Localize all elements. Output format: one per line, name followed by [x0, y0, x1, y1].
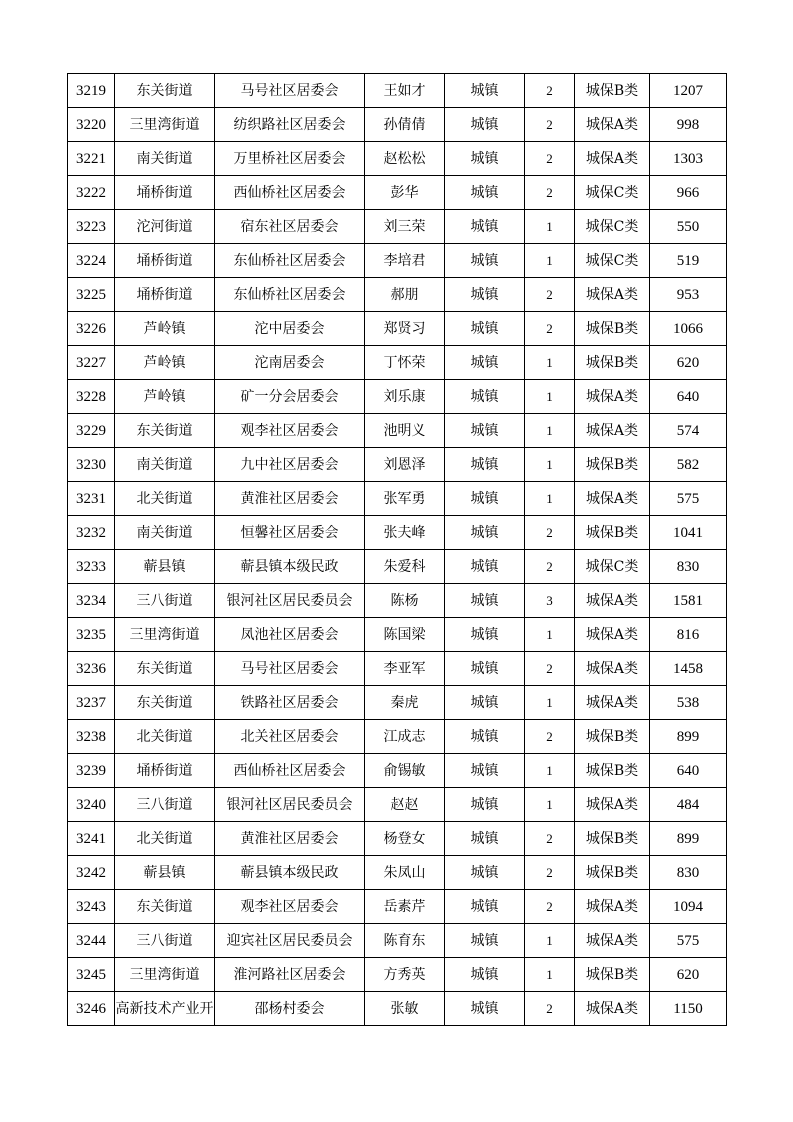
record-number-cell: 3246: [68, 992, 115, 1026]
aid-category-cell: 城保A类: [575, 414, 650, 448]
aid-category-cell: 城保B类: [575, 448, 650, 482]
recipient-name-cell: 彭华: [365, 176, 445, 210]
recipient-name-cell: 朱凤山: [365, 856, 445, 890]
household-size-cell: 2: [525, 142, 575, 176]
record-number-cell: 3236: [68, 652, 115, 686]
table-row: [68, 550, 727, 584]
committee-cell: 凤池社区居委会: [215, 618, 365, 652]
street-office-cell: 东关街道: [115, 414, 215, 448]
aid-category-cell: 城保B类: [575, 346, 650, 380]
table-row: [68, 788, 727, 822]
recipient-name-cell: 张敏: [365, 992, 445, 1026]
aid-category-cell: 城保B类: [575, 720, 650, 754]
household-type-cell: 城镇: [445, 584, 525, 618]
table-row: [68, 312, 727, 346]
recipient-name-cell: 陈国梁: [365, 618, 445, 652]
committee-cell: 沱南居委会: [215, 346, 365, 380]
recipient-name-cell: 张夫峰: [365, 516, 445, 550]
committee-cell: 蕲县镇本级民政: [215, 550, 365, 584]
recipient-name-cell: 刘三荣: [365, 210, 445, 244]
aid-category-cell: 城保A类: [575, 278, 650, 312]
household-type-cell: 城镇: [445, 346, 525, 380]
benefit-amount-cell: 899: [650, 720, 727, 754]
household-size-cell: 1: [525, 346, 575, 380]
household-size-cell: 1: [525, 618, 575, 652]
table-row: [68, 754, 727, 788]
street-office-cell: 东关街道: [115, 652, 215, 686]
household-size-cell: 2: [525, 822, 575, 856]
record-number-cell: 3235: [68, 618, 115, 652]
household-type-cell: 城镇: [445, 992, 525, 1026]
street-office-cell: 埇桥街道: [115, 244, 215, 278]
household-size-cell: 2: [525, 312, 575, 346]
household-size-cell: 2: [525, 992, 575, 1026]
street-office-cell: 埇桥街道: [115, 278, 215, 312]
committee-cell: 马号社区居委会: [215, 652, 365, 686]
street-office-cell: 南关街道: [115, 516, 215, 550]
household-type-cell: 城镇: [445, 414, 525, 448]
household-type-cell: 城镇: [445, 108, 525, 142]
committee-cell: 银河社区居民委员会: [215, 788, 365, 822]
record-number-cell: 3219: [68, 74, 115, 108]
committee-cell: 纺织路社区居委会: [215, 108, 365, 142]
household-size-cell: 1: [525, 754, 575, 788]
benefit-amount-cell: 1303: [650, 142, 727, 176]
table-row: [68, 584, 727, 618]
committee-cell: 蕲县镇本级民政: [215, 856, 365, 890]
benefit-amount-cell: 519: [650, 244, 727, 278]
record-number-cell: 3226: [68, 312, 115, 346]
table-row: [68, 448, 727, 482]
benefit-amount-cell: 998: [650, 108, 727, 142]
aid-category-cell: 城保A类: [575, 142, 650, 176]
recipient-name-cell: 丁怀荣: [365, 346, 445, 380]
recipient-name-cell: 朱爱科: [365, 550, 445, 584]
table-row: [68, 924, 727, 958]
household-type-cell: 城镇: [445, 652, 525, 686]
household-size-cell: 1: [525, 380, 575, 414]
committee-cell: 邵杨村委会: [215, 992, 365, 1026]
household-size-cell: 2: [525, 890, 575, 924]
household-size-cell: 1: [525, 686, 575, 720]
benefit-amount-cell: 1094: [650, 890, 727, 924]
household-type-cell: 城镇: [445, 890, 525, 924]
benefit-amount-cell: 575: [650, 924, 727, 958]
table-row: [68, 346, 727, 380]
benefit-amount-cell: 1150: [650, 992, 727, 1026]
benefit-amount-cell: 1066: [650, 312, 727, 346]
table-row: [68, 380, 727, 414]
street-office-cell: 东关街道: [115, 74, 215, 108]
street-office-cell: 三里湾街道: [115, 108, 215, 142]
record-number-cell: 3238: [68, 720, 115, 754]
recipient-name-cell: 杨登女: [365, 822, 445, 856]
recipient-name-cell: 张军勇: [365, 482, 445, 516]
aid-category-cell: 城保A类: [575, 924, 650, 958]
record-number-cell: 3244: [68, 924, 115, 958]
aid-category-cell: 城保A类: [575, 380, 650, 414]
record-number-cell: 3237: [68, 686, 115, 720]
street-office-cell: 三里湾街道: [115, 958, 215, 992]
household-type-cell: 城镇: [445, 74, 525, 108]
recipient-name-cell: 池明义: [365, 414, 445, 448]
household-size-cell: 1: [525, 448, 575, 482]
record-number-cell: 3239: [68, 754, 115, 788]
aid-category-cell: 城保A类: [575, 108, 650, 142]
benefit-amount-cell: 484: [650, 788, 727, 822]
table-row: [68, 652, 727, 686]
recipient-name-cell: 江成志: [365, 720, 445, 754]
benefit-amount-cell: 550: [650, 210, 727, 244]
household-type-cell: 城镇: [445, 550, 525, 584]
committee-cell: 东仙桥社区居委会: [215, 278, 365, 312]
household-type-cell: 城镇: [445, 176, 525, 210]
benefit-amount-cell: 816: [650, 618, 727, 652]
street-office-cell: 埇桥街道: [115, 754, 215, 788]
table-row: [68, 278, 727, 312]
record-number-cell: 3227: [68, 346, 115, 380]
table-row: [68, 176, 727, 210]
street-office-cell: 东关街道: [115, 890, 215, 924]
committee-cell: 沱中居委会: [215, 312, 365, 346]
record-number-cell: 3229: [68, 414, 115, 448]
committee-cell: 东仙桥社区居委会: [215, 244, 365, 278]
benefit-amount-cell: 620: [650, 958, 727, 992]
household-size-cell: 1: [525, 210, 575, 244]
household-size-cell: 2: [525, 550, 575, 584]
household-type-cell: 城镇: [445, 720, 525, 754]
household-type-cell: 城镇: [445, 924, 525, 958]
benefit-amount-cell: 640: [650, 754, 727, 788]
street-office-cell: 蕲县镇: [115, 550, 215, 584]
household-type-cell: 城镇: [445, 210, 525, 244]
household-size-cell: 2: [525, 108, 575, 142]
household-type-cell: 城镇: [445, 312, 525, 346]
household-type-cell: 城镇: [445, 618, 525, 652]
benefit-amount-cell: 953: [650, 278, 727, 312]
street-office-cell: 南关街道: [115, 448, 215, 482]
aid-category-cell: 城保C类: [575, 176, 650, 210]
record-number-cell: 3228: [68, 380, 115, 414]
record-number-cell: 3241: [68, 822, 115, 856]
household-size-cell: 1: [525, 788, 575, 822]
recipient-name-cell: 李亚军: [365, 652, 445, 686]
benefit-amount-cell: 1041: [650, 516, 727, 550]
table-row: [68, 686, 727, 720]
table-row: [68, 108, 727, 142]
household-size-cell: 2: [525, 652, 575, 686]
recipient-name-cell: 俞锡敏: [365, 754, 445, 788]
benefit-amount-cell: 582: [650, 448, 727, 482]
table-row: [68, 958, 727, 992]
household-type-cell: 城镇: [445, 380, 525, 414]
aid-category-cell: 城保C类: [575, 210, 650, 244]
record-number-cell: 3225: [68, 278, 115, 312]
household-type-cell: 城镇: [445, 856, 525, 890]
aid-category-cell: 城保B类: [575, 312, 650, 346]
street-office-cell: 南关街道: [115, 142, 215, 176]
recipient-name-cell: 郑贤习: [365, 312, 445, 346]
street-office-cell: 沱河街道: [115, 210, 215, 244]
recipient-name-cell: 郝朋: [365, 278, 445, 312]
committee-cell: 九中社区居委会: [215, 448, 365, 482]
street-office-cell: 三八街道: [115, 584, 215, 618]
recipient-name-cell: 陈杨: [365, 584, 445, 618]
benefit-amount-cell: 1207: [650, 74, 727, 108]
committee-cell: 恒馨社区居委会: [215, 516, 365, 550]
aid-category-cell: 城保A类: [575, 584, 650, 618]
aid-category-cell: 城保C类: [575, 244, 650, 278]
committee-cell: 西仙桥社区居委会: [215, 176, 365, 210]
committee-cell: 西仙桥社区居委会: [215, 754, 365, 788]
committee-cell: 观李社区居委会: [215, 890, 365, 924]
street-office-cell: 芦岭镇: [115, 312, 215, 346]
record-number-cell: 3245: [68, 958, 115, 992]
table-row: [68, 720, 727, 754]
aid-category-cell: 城保B类: [575, 516, 650, 550]
aid-category-cell: 城保B类: [575, 754, 650, 788]
table-row: [68, 822, 727, 856]
aid-category-cell: 城保A类: [575, 482, 650, 516]
household-size-cell: 1: [525, 414, 575, 448]
benefit-amount-cell: 640: [650, 380, 727, 414]
table-row: [68, 142, 727, 176]
household-size-cell: 1: [525, 244, 575, 278]
recipient-name-cell: 刘乐康: [365, 380, 445, 414]
committee-cell: 北关社区居委会: [215, 720, 365, 754]
benefit-amount-cell: 966: [650, 176, 727, 210]
benefit-amount-cell: 620: [650, 346, 727, 380]
table-row: [68, 244, 727, 278]
benefit-amount-cell: 575: [650, 482, 727, 516]
committee-cell: 观李社区居委会: [215, 414, 365, 448]
street-office-cell: 三八街道: [115, 788, 215, 822]
recipient-name-cell: 秦虎: [365, 686, 445, 720]
street-office-cell: 北关街道: [115, 720, 215, 754]
recipient-name-cell: 赵赵: [365, 788, 445, 822]
aid-category-cell: 城保C类: [575, 550, 650, 584]
record-number-cell: 3242: [68, 856, 115, 890]
record-number-cell: 3234: [68, 584, 115, 618]
household-type-cell: 城镇: [445, 278, 525, 312]
benefit-amount-cell: 1458: [650, 652, 727, 686]
street-office-cell: 北关街道: [115, 822, 215, 856]
street-office-cell: 三里湾街道: [115, 618, 215, 652]
aid-category-cell: 城保A类: [575, 890, 650, 924]
recipient-name-cell: 岳素芹: [365, 890, 445, 924]
recipient-name-cell: 孙倩倩: [365, 108, 445, 142]
committee-cell: 铁路社区居委会: [215, 686, 365, 720]
aid-category-cell: 城保B类: [575, 74, 650, 108]
record-number-cell: 3222: [68, 176, 115, 210]
recipient-name-cell: 刘恩泽: [365, 448, 445, 482]
household-type-cell: 城镇: [445, 686, 525, 720]
record-number-cell: 3233: [68, 550, 115, 584]
table-row: [68, 618, 727, 652]
household-size-cell: 2: [525, 856, 575, 890]
aid-category-cell: 城保A类: [575, 686, 650, 720]
table-row: [68, 482, 727, 516]
record-number-cell: 3224: [68, 244, 115, 278]
household-size-cell: 2: [525, 516, 575, 550]
recipient-name-cell: 陈育东: [365, 924, 445, 958]
benefit-amount-cell: 899: [650, 822, 727, 856]
record-number-cell: 3231: [68, 482, 115, 516]
street-office-cell: 北关街道: [115, 482, 215, 516]
household-size-cell: 1: [525, 924, 575, 958]
roster-body: [68, 74, 727, 1026]
committee-cell: 淮河路社区居委会: [215, 958, 365, 992]
household-type-cell: 城镇: [445, 754, 525, 788]
record-number-cell: 3223: [68, 210, 115, 244]
household-size-cell: 2: [525, 74, 575, 108]
recipient-name-cell: 王如才: [365, 74, 445, 108]
household-size-cell: 2: [525, 176, 575, 210]
recipient-name-cell: 方秀英: [365, 958, 445, 992]
benefit-amount-cell: 830: [650, 856, 727, 890]
household-type-cell: 城镇: [445, 958, 525, 992]
committee-cell: 马号社区居委会: [215, 74, 365, 108]
household-size-cell: 2: [525, 720, 575, 754]
household-type-cell: 城镇: [445, 448, 525, 482]
household-size-cell: 1: [525, 482, 575, 516]
street-office-cell: 蕲县镇: [115, 856, 215, 890]
table-row: [68, 992, 727, 1026]
record-number-cell: 3220: [68, 108, 115, 142]
committee-cell: 银河社区居民委员会: [215, 584, 365, 618]
table-row: [68, 414, 727, 448]
aid-category-cell: 城保A类: [575, 618, 650, 652]
benefit-amount-cell: 574: [650, 414, 727, 448]
street-office-cell: 芦岭镇: [115, 346, 215, 380]
benefit-amount-cell: 1581: [650, 584, 727, 618]
recipient-name-cell: 赵松松: [365, 142, 445, 176]
committee-cell: 宿东社区居委会: [215, 210, 365, 244]
aid-category-cell: 城保A类: [575, 788, 650, 822]
household-type-cell: 城镇: [445, 244, 525, 278]
aid-category-cell: 城保B类: [575, 856, 650, 890]
aid-category-cell: 城保A类: [575, 652, 650, 686]
household-type-cell: 城镇: [445, 788, 525, 822]
committee-cell: 矿一分会居委会: [215, 380, 365, 414]
aid-category-cell: 城保A类: [575, 992, 650, 1026]
roster-table: [67, 73, 727, 1026]
record-number-cell: 3232: [68, 516, 115, 550]
committee-cell: 迎宾社区居民委员会: [215, 924, 365, 958]
street-office-cell: 三八街道: [115, 924, 215, 958]
household-size-cell: 3: [525, 584, 575, 618]
street-office-cell: 高新技术产业开: [115, 992, 215, 1026]
committee-cell: 黄淮社区居委会: [215, 482, 365, 516]
record-number-cell: 3221: [68, 142, 115, 176]
household-size-cell: 2: [525, 278, 575, 312]
table-row: [68, 74, 727, 108]
table-row: [68, 856, 727, 890]
household-type-cell: 城镇: [445, 822, 525, 856]
recipient-name-cell: 李培君: [365, 244, 445, 278]
record-number-cell: 3240: [68, 788, 115, 822]
benefit-amount-cell: 830: [650, 550, 727, 584]
household-size-cell: 1: [525, 958, 575, 992]
street-office-cell: 芦岭镇: [115, 380, 215, 414]
table-row: [68, 516, 727, 550]
table-row: [68, 210, 727, 244]
aid-category-cell: 城保B类: [575, 822, 650, 856]
record-number-cell: 3230: [68, 448, 115, 482]
committee-cell: 万里桥社区居委会: [215, 142, 365, 176]
committee-cell: 黄淮社区居委会: [215, 822, 365, 856]
record-number-cell: 3243: [68, 890, 115, 924]
table-row: [68, 890, 727, 924]
benefit-amount-cell: 538: [650, 686, 727, 720]
aid-category-cell: 城保B类: [575, 958, 650, 992]
street-office-cell: 东关街道: [115, 686, 215, 720]
street-office-cell: 埇桥街道: [115, 176, 215, 210]
household-type-cell: 城镇: [445, 482, 525, 516]
household-type-cell: 城镇: [445, 142, 525, 176]
household-type-cell: 城镇: [445, 516, 525, 550]
